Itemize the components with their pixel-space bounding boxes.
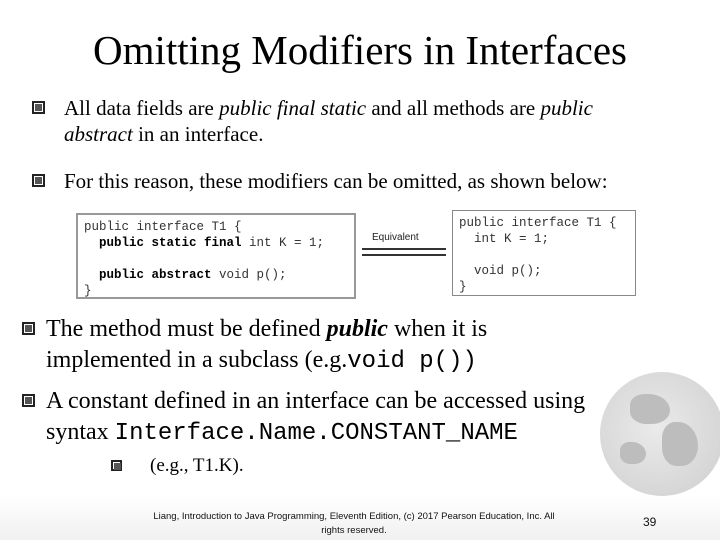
bullet-4: A constant defined in an interface can be accessed using syntax Interface.Name.CONSTANT_NAME (46, 388, 586, 447)
sub-bullet-example: (e.g., T1.K). (150, 455, 244, 476)
code-with-modifiers: public interface T1 { public static final int K = 1; public abstract void p(); } (76, 213, 356, 299)
equivalent-line-bottom (362, 254, 446, 256)
bullet-2: For this reason, these modifiers can be omitted, as shown below: (64, 169, 608, 193)
bullet-checkbox-icon (22, 322, 35, 335)
bullet-1: All data fields are public final static and all methods are public abstract in an interface. (64, 96, 593, 146)
slide-title: Omitting Modifiers in Interfaces (92, 27, 627, 73)
bullet-checkbox-icon (32, 174, 45, 187)
bullet-checkbox-icon (32, 101, 45, 114)
sub-bullet-checkbox-icon (111, 460, 122, 471)
bullet-3: The method must be defined public when it is implemented in a subclass (e.g.void p()) (46, 316, 488, 375)
bullet-checkbox-icon (22, 394, 35, 407)
page-number: 39 (643, 515, 657, 529)
equivalent-line-top (362, 248, 446, 250)
code-without-modifiers: public interface T1 { int K = 1; void p(); } (452, 210, 636, 296)
footer-copyright: Liang, Introduction to Java Programming, Eleventh Edition, (c) 2017 Pearson Education, Inc. All rights reserved. (153, 511, 555, 536)
equivalent-label: Equivalent (372, 232, 419, 243)
